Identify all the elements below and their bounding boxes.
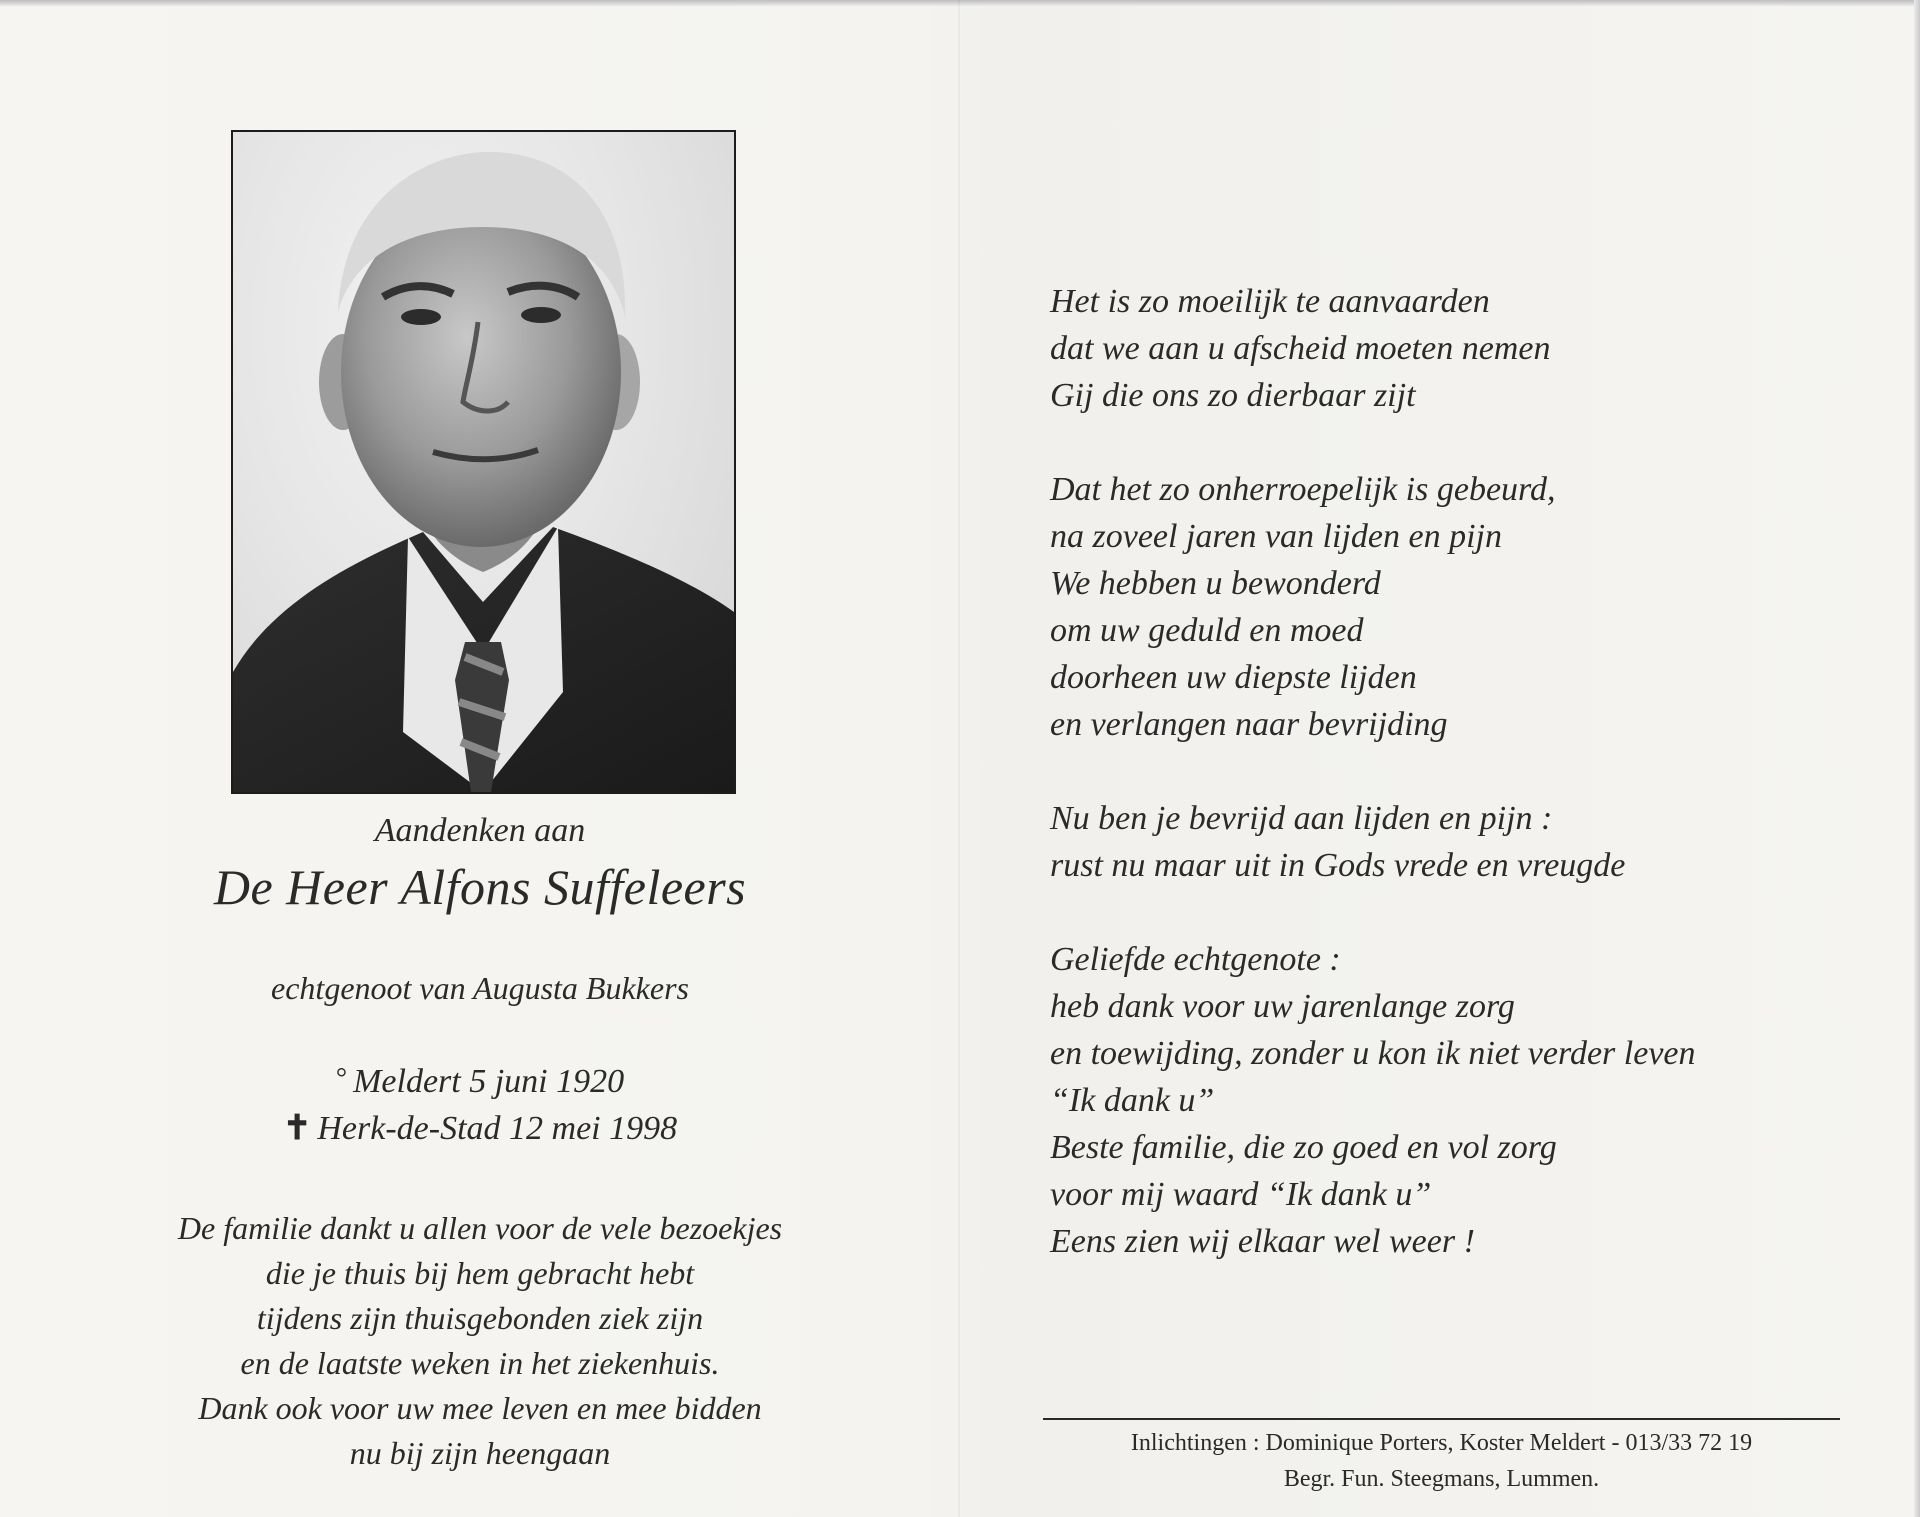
poem-stanza xyxy=(1050,795,1870,889)
thanks-line: Dank ook voor uw mee leven en mee bidden xyxy=(198,1390,762,1426)
poem-line: Geliefde echtgenote : xyxy=(1050,941,1341,978)
poem-line: en verlangen naar bevrijding xyxy=(1050,706,1448,743)
portrait-illustration xyxy=(233,132,734,792)
poem-line: na zoveel jaren van lijden en pijn xyxy=(1050,518,1502,555)
poem-stanza xyxy=(1050,936,1870,1265)
poem-line: Gij die ons zo dierbaar zijt xyxy=(1050,377,1416,414)
thanks-line: nu bij zijn heengaan xyxy=(349,1435,611,1471)
footer-divider xyxy=(1043,1418,1840,1420)
birth-line xyxy=(120,1063,840,1101)
deceased-name: De Heer Alfons Suffeleers xyxy=(213,859,747,915)
cross-icon: ✝ xyxy=(282,1110,312,1147)
card-fold xyxy=(958,0,960,1517)
birth-text: Meldert 5 juni 1920 xyxy=(353,1063,625,1100)
poem-line: Dat het zo onherroepelijk is gebeurd, xyxy=(1050,471,1556,508)
undertaker-info: Begr. Fun. Steegmans, Lummen. xyxy=(1283,1466,1600,1492)
birth-symbol-icon: ° xyxy=(335,1063,348,1094)
poem-line: Beste familie, die zo goed en vol zorg xyxy=(1050,1129,1557,1166)
contact-info: Inlichtingen : Dominique Porters, Koster Meldert - 013/33 72 19 xyxy=(1130,1430,1753,1456)
poem-line: “Ik dank u” xyxy=(1050,1082,1215,1119)
poem-line: We hebben u bewonderd xyxy=(1050,565,1381,602)
death-text: Herk-de-Stad 12 mei 1998 xyxy=(317,1110,678,1147)
portrait-photo xyxy=(231,130,736,794)
memorial-label: Aandenken aan xyxy=(374,812,586,849)
thanks-line: De familie dankt u allen voor de vele bezoekjes xyxy=(177,1210,783,1246)
poem-line: Nu ben je bevrijd aan lijden en pijn : xyxy=(1050,800,1553,837)
poem-line: en toewijding, zonder u kon ik niet verder leven xyxy=(1050,1035,1696,1072)
thanks-line: die je thuis bij hem gebracht hebt xyxy=(265,1255,695,1291)
poem-stanza xyxy=(1050,278,1870,419)
poem-line: doorheen uw diepste lijden xyxy=(1050,659,1417,696)
poem-line: heb dank voor uw jarenlange zorg xyxy=(1050,988,1515,1025)
thanks-message xyxy=(100,1206,860,1476)
card-top-edge xyxy=(0,0,1920,6)
thanks-line: tijdens zijn thuisgebonden ziek zijn xyxy=(256,1300,704,1336)
poem-stanza xyxy=(1050,466,1870,748)
poem-line: dat we aan u afscheid moeten nemen xyxy=(1050,330,1551,367)
poem-line: om uw geduld en moed xyxy=(1050,612,1364,649)
poem-line: voor mij waard “Ik dank u” xyxy=(1050,1176,1432,1213)
card-right-edge xyxy=(1914,0,1920,1517)
spouse-line: echtgenoot van Augusta Bukkers xyxy=(271,970,689,1006)
thanks-line: en de laatste weken in het ziekenhuis. xyxy=(240,1345,720,1381)
death-line xyxy=(120,1108,840,1148)
poem-line: Eens zien wij elkaar wel weer ! xyxy=(1050,1223,1475,1260)
poem-line: rust nu maar uit in Gods vrede en vreugde xyxy=(1050,847,1626,884)
poem-line: Het is zo moeilijk te aanvaarden xyxy=(1050,283,1490,320)
poem xyxy=(1050,278,1870,1312)
